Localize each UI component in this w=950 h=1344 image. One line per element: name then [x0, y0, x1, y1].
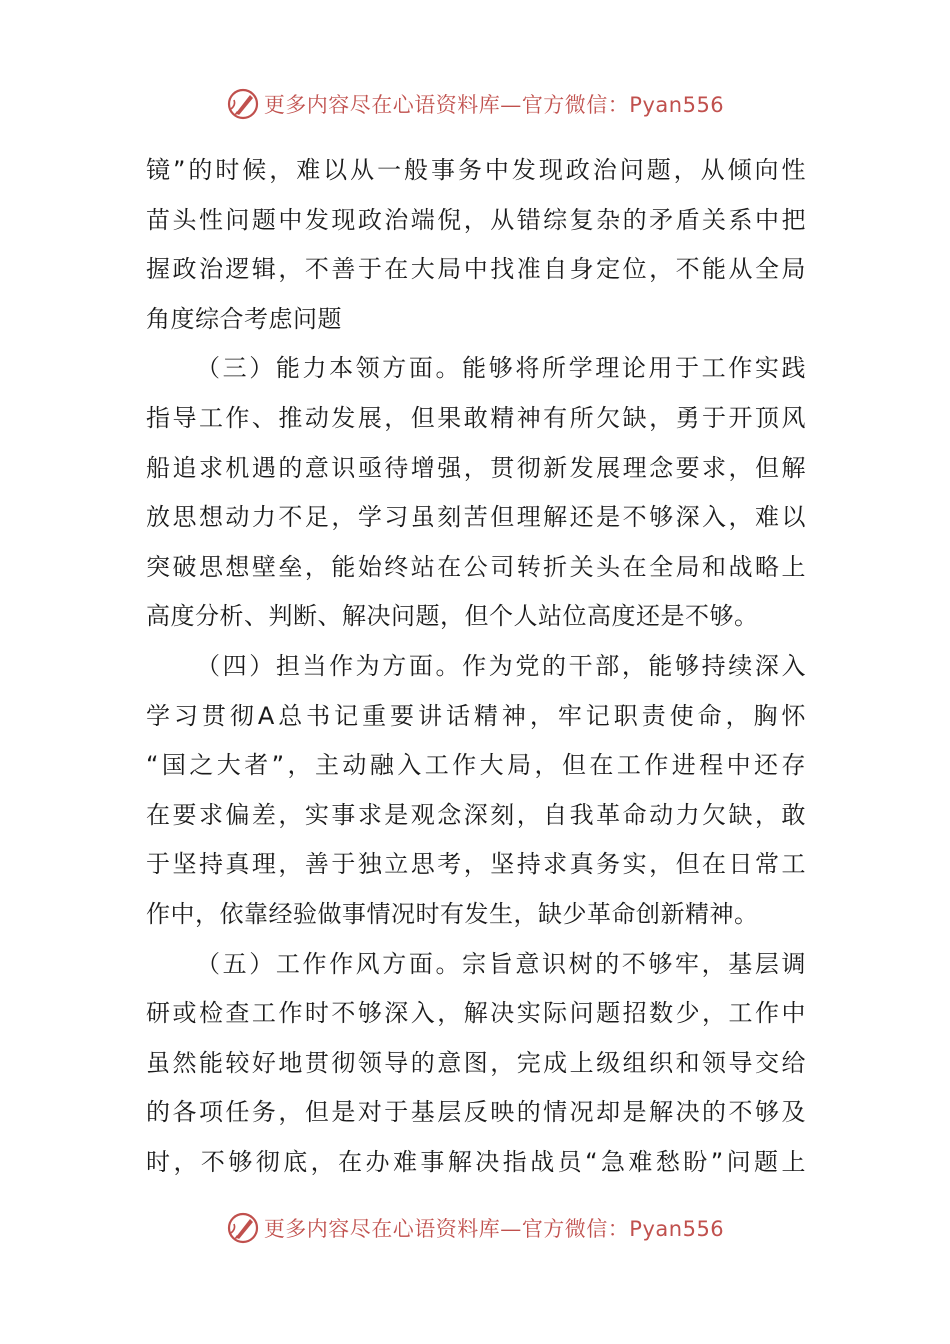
footer-watermark — [0, 1208, 950, 1248]
header-watermark-text — [264, 89, 724, 119]
text-line: 角度综合考虑问题 — [146, 304, 342, 333]
text-line: 镜”的时候，难以从一般事务中发现政治问题，从倾向性 — [146, 156, 806, 184]
text-line: 突破思想壁垒，能始终站在公司转折关头在全局和战略上 — [146, 552, 806, 581]
text-line: 时，不够彻底，在办难事解决指战员“急难愁盼”问题上 — [146, 1147, 806, 1176]
section-heading-line: （五）工作作风方面。宗旨意识树的不够牢，基层调 — [196, 949, 806, 978]
text-line: 虽然能较好地贯彻领导的意图，完成上级组织和领导交给 — [146, 1048, 806, 1077]
footer-watermark-text — [264, 1213, 724, 1243]
text-line: 高度分析、判断、解决问题，但个人站位高度还是不够。 — [146, 602, 759, 631]
text-line: 的各项任务，但是对于基层反映的情况却是解决的不够及 — [146, 1098, 806, 1127]
section-heading-line: （四）担当作为方面。作为党的干部，能够持续深入 — [196, 651, 806, 680]
text-line: 于坚持真理，善于独立思考，坚持求真务实，但在日常工 — [146, 850, 806, 879]
pen-logo-icon — [226, 1211, 260, 1245]
text-line: 研或检查工作时不够深入，解决实际问题招数少，工作中 — [146, 999, 806, 1028]
text-line: 苗头性问题中发现政治端倪，从错综复杂的矛盾关系中把 — [146, 205, 806, 234]
text-line: 在要求偏差，实事求是观念深刻，自我革命动力欠缺，敢 — [146, 800, 806, 829]
header-wechat-text: 官方微信：Pyan556 — [521, 93, 725, 117]
text-line: 学习贯彻A总书记重要讲话精神，牢记职责使命，胸怀 — [146, 701, 806, 730]
pen-logo-icon — [226, 87, 260, 121]
text-line: 放思想动力不足，学习虽刻苦但理解还是不够深入，难以 — [146, 503, 806, 532]
footer-wechat-text: 官方微信：Pyan556 — [521, 1217, 725, 1241]
header-watermark — [0, 84, 950, 124]
text-line: “国之大者”，主动融入工作大局，但在工作进程中还存 — [146, 751, 806, 780]
text-line: 船追求机遇的意识亟待增强，贯彻新发展理念要求，但解 — [146, 453, 806, 482]
header-brand-text: 更多内容尽在心语资料库— — [263, 93, 522, 117]
section-heading-line: （三）能力本领方面。能够将所学理论用于工作实践 — [196, 354, 806, 383]
footer-brand-text: 更多内容尽在心语资料库— — [263, 1217, 522, 1241]
document-body — [146, 146, 806, 1187]
text-line: 指导工作、推动发展，但果敢精神有所欠缺，勇于开顶风 — [146, 403, 806, 432]
text-line: 握政治逻辑，不善于在大局中找准自身定位，不能从全局 — [146, 255, 806, 284]
text-line: 作中，依靠经验做事情况时有发生，缺少革命创新精神。 — [146, 899, 759, 928]
